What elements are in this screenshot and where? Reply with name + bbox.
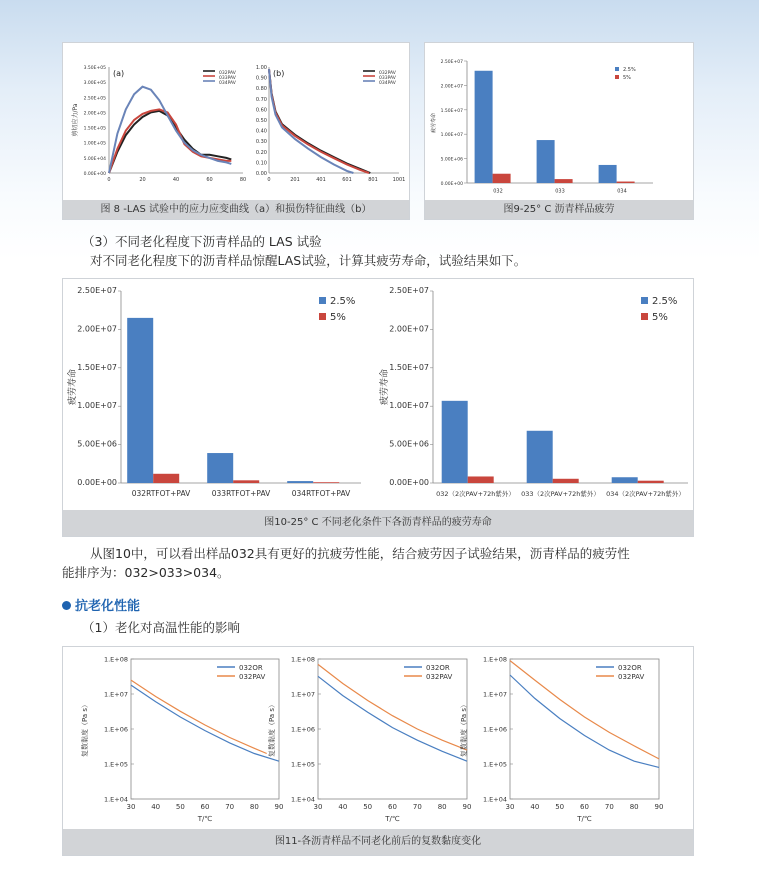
conclusion-line2: 能排序为：032>033>034。	[62, 565, 230, 580]
fig11-chart2-xlabel: T/℃	[385, 815, 400, 823]
fig10-right-legend-label: 5%	[652, 312, 668, 323]
fig11-chart3-ytick-label: 1.E+06	[482, 725, 507, 734]
fig10-left-ytick-label: 2.50E+07	[77, 286, 117, 295]
fig9-bar	[617, 182, 635, 183]
fig11-chart2-ytick-label: 1.E+04	[290, 795, 315, 804]
fig11-chart3-xtick-label: 80	[629, 803, 639, 811]
fig9-chart	[425, 43, 693, 219]
fig8b-legend-label: 033PAV	[379, 76, 396, 81]
fig10-left-legend-swatch	[319, 297, 326, 304]
fig10-left-ytick-label: 0.00E+00	[77, 478, 117, 487]
fig9-caption: 图9-25° C 沥青样品疲劳	[425, 200, 693, 219]
fig11-chart2-series-line	[318, 676, 467, 761]
fig11-chart2-ytick-label: 1.E+08	[290, 655, 315, 664]
fig11-chart3-ytick-label: 1.E+05	[482, 760, 507, 769]
fig8a-legend-label: 032PAV	[219, 71, 236, 76]
aging-subheading: （1）老化对高温性能的影响	[82, 620, 240, 635]
fig8a-ytick-label: 2.00E+05	[83, 111, 106, 117]
fig11-chart2-ytick-label: 1.E+05	[290, 760, 315, 769]
fig8b-ytick-label: 0.20	[255, 149, 267, 156]
fig9-legend-swatch	[615, 67, 619, 71]
section3-title: （3）不同老化程度下沥青样品的 LAS 试验	[82, 234, 322, 249]
fig11-chart1-ytick-label: 1.E+04	[103, 795, 128, 804]
fig8b-ytick-label: 0.70	[255, 96, 267, 103]
fig9-ytick-label: 1.00E+07	[440, 133, 463, 139]
fig11-chart1-xtick-label: 40	[151, 803, 161, 811]
fig8a-ytick-label: 3.00E+05	[83, 81, 106, 87]
fig11-chart2-xtick-label: 40	[338, 803, 348, 811]
fig10-right-ytick-label: 2.00E+07	[389, 324, 429, 334]
fig9-legend-label: 5%	[623, 75, 631, 81]
fig10-right-category-label: 034（2次PAV+72h紫外）	[606, 490, 685, 498]
fig11-chart2-xtick-label: 90	[462, 803, 472, 811]
fig11-chart1-legend-label: 032OR	[239, 664, 263, 672]
fig10-right-ytick-label: 1.50E+07	[389, 362, 429, 372]
fig11-chart1-xtick-label: 30	[126, 803, 136, 811]
fig10-left-bar	[127, 318, 153, 483]
conclusion-line1: 从图10中，可以看出样品032具有更好的抗疲劳性能，结合疲劳因子试验结果，沥青样品的疲劳性	[90, 546, 630, 561]
fig9-category-label: 033	[555, 188, 565, 195]
fig9-ytick-label: 5.00E+06	[440, 157, 463, 163]
fig10-left-legend-label: 5%	[330, 312, 346, 323]
fig8b-ytick-label: 0.30	[255, 139, 267, 146]
fig11-chart2-xtick-label: 80	[437, 803, 447, 811]
fig10-caption: 图10-25° C 不同老化条件下各沥青样品的疲劳寿命	[63, 510, 693, 536]
fig8b-ytick-label: 0.40	[255, 128, 267, 135]
fig11-chart1-ytick-label: 1.E+08	[103, 655, 128, 664]
fig8a-xtick-label: 80	[239, 177, 247, 183]
fig9-panel	[424, 42, 694, 220]
fig10-right-bar	[442, 401, 468, 483]
fig9-ytick-label: 1.50E+07	[440, 108, 463, 114]
fig11-caption: 图11-各沥青样品不同老化前后的复数黏度变化	[63, 829, 693, 855]
fig10-left-bar	[207, 453, 233, 483]
fig8-charts	[63, 43, 409, 219]
fig8b-legend-label: 034PAV	[379, 81, 396, 86]
fig8a-ytick-label: 3.50E+05	[83, 66, 106, 71]
aging-heading	[62, 595, 140, 614]
section3-body: 对不同老化程度下的沥青样品惊醒LAS试验，计算其疲劳寿命，试验结果如下。	[90, 253, 527, 268]
fig11-chart1-ytick-label: 1.E+07	[103, 690, 128, 699]
fig11-chart1-xtick-label: 70	[225, 803, 235, 811]
fig8a-ylabel: 剪切应力/Pa	[72, 103, 79, 137]
fig10-right-ytick-label: 5.00E+06	[389, 439, 429, 449]
fig8a-xtick-label: 40	[172, 177, 180, 183]
fig11-chart2-legend-label: 032PAV	[426, 673, 453, 681]
fig10-right-ytick-label: 2.50E+07	[389, 286, 429, 295]
fig10-right-legend-swatch	[641, 297, 648, 304]
bullet-icon	[62, 601, 71, 610]
fig11-chart2-ylabel: 复数黏度（Pa s）	[268, 700, 276, 758]
fig11-chart3-legend-label: 032PAV	[618, 673, 645, 681]
fig10-left-ytick-label: 2.00E+07	[77, 324, 117, 334]
fig11-panel	[62, 646, 694, 856]
fig8a-ytick-label: 1.50E+05	[83, 126, 106, 132]
fig11-chart3-series-line	[510, 675, 659, 767]
fig10-left-bar	[287, 481, 313, 483]
fig8a-legend-label: 033PAV	[219, 76, 236, 81]
fig8b-legend-label: 032PAV	[379, 71, 396, 76]
fig8a-xtick-label: 0	[107, 177, 111, 183]
fig11-chart1-xtick-label: 90	[274, 803, 284, 811]
fig10-left-ylabel: 疲劳寿命	[68, 368, 78, 406]
fig10-right-bar	[612, 477, 638, 483]
fig8b-series-line	[269, 69, 353, 173]
fig11-chart2-ytick-label: 1.E+07	[290, 690, 315, 699]
fig8a-panel-label: (a)	[113, 69, 125, 78]
fig10-left-category-label: 033RTFOT+PAV	[211, 489, 271, 498]
fig11-chart1-legend-label: 032PAV	[239, 673, 266, 681]
fig10-left-legend-label: 2.5%	[330, 296, 356, 307]
fig9-bar	[599, 165, 617, 183]
fig8b-xtick-label: 201	[290, 177, 300, 183]
fig8-caption: 图 8 -LAS 试验中的应力应变曲线（a）和损伤特征曲线（b）	[63, 200, 409, 219]
fig8b-ytick-label: 0.50	[255, 118, 267, 124]
fig10-left-bar	[313, 482, 339, 483]
fig9-bar	[475, 71, 493, 183]
fig9-category-label: 034	[617, 188, 627, 195]
fig10-right-legend-swatch	[641, 313, 648, 320]
fig9-legend-swatch	[615, 75, 619, 79]
fig11-chart3-ytick-label: 1.E+08	[482, 655, 507, 664]
fig11-chart2-xtick-label: 70	[412, 803, 422, 811]
fig8-panel	[62, 42, 410, 220]
fig10-right-bar	[527, 431, 553, 483]
fig8b-xtick-label: 401	[316, 177, 326, 183]
fig11-chart2-xtick-label: 60	[388, 803, 397, 811]
fig10-right-ylabel: 疲劳寿命	[380, 368, 390, 406]
fig8b-xtick-label: 1001	[392, 177, 406, 183]
fig9-bar	[555, 179, 573, 183]
fig10-right-category-label: 033（2次PAV+72h紫外）	[521, 490, 600, 498]
fig10-left-category-label: 032RTFOT+PAV	[131, 489, 191, 498]
fig9-legend-label: 2.5%	[623, 67, 636, 73]
fig11-chart3-xtick-label: 90	[654, 803, 664, 811]
fig8b-ytick-label: 0.10	[255, 160, 267, 167]
fig8b-ytick-label: 0.60	[255, 107, 267, 114]
fig8b-panel-label: (b)	[273, 69, 285, 78]
fig11-chart2-xtick-label: 30	[313, 803, 323, 811]
fig11-chart1-xtick-label: 60	[200, 803, 210, 811]
fig10-left-ytick-label: 1.50E+07	[77, 362, 117, 372]
fig10-left-category-label: 034RTFOT+PAV	[291, 489, 351, 498]
fig10-right-category-label: 032（2次PAV+72h紫外）	[436, 490, 515, 498]
fig8b-ytick-label: 0.80	[255, 86, 267, 93]
fig8a-ytick-label: 5.00E+04	[83, 156, 106, 162]
fig10-left-ytick-label: 1.00E+07	[77, 401, 117, 411]
fig8a-ytick-label: 2.50E+05	[83, 96, 106, 102]
fig10-right-legend-label: 2.5%	[652, 296, 678, 307]
fig11-charts	[63, 647, 693, 855]
fig11-chart3-xtick-label: 50	[555, 803, 565, 811]
fig10-right-ytick-label: 1.00E+07	[389, 401, 429, 411]
fig8a-ytick-label: 0.00E+00	[83, 172, 106, 177]
fig8b-xtick-label: 601	[342, 177, 352, 183]
aging-heading-text: 抗老化性能	[75, 599, 141, 614]
fig11-chart1-xtick-label: 80	[249, 803, 259, 811]
fig11-chart3-xtick-label: 40	[530, 803, 540, 811]
fig9-bar	[537, 140, 555, 183]
fig10-panel	[62, 278, 694, 537]
fig11-chart3-xlabel: T/℃	[577, 815, 592, 823]
fig10-left-bar	[233, 480, 259, 483]
fig9-ytick-label: 2.50E+07	[440, 60, 463, 65]
fig11-chart1-xlabel: T/℃	[197, 815, 213, 823]
fig9-category-label: 032	[493, 188, 503, 195]
fig11-chart2-xtick-label: 50	[363, 803, 373, 811]
fig11-chart1-ylabel: 复数黏度（Pa s）	[81, 700, 89, 758]
fig11-chart3-legend-label: 032OR	[618, 664, 642, 672]
fig9-ytick-label: 0.00E+00	[440, 182, 463, 187]
fig10-left-ytick-label: 5.00E+06	[77, 439, 117, 449]
fig8a-ytick-label: 1.00E+05	[83, 141, 106, 147]
fig8b-xtick-label: 801	[368, 177, 378, 183]
fig11-chart2-ytick-label: 1.E+06	[290, 725, 315, 734]
fig11-chart2-legend-label: 032OR	[426, 664, 450, 672]
fig9-bar	[493, 174, 511, 183]
fig11-chart1-xtick-label: 50	[175, 803, 185, 811]
fig10-charts	[63, 279, 693, 536]
fig8b-ytick-label: 0.90	[255, 75, 267, 82]
fig10-right-bar	[468, 476, 494, 483]
fig11-chart3-ylabel: 复数黏度（Pa s）	[460, 700, 468, 758]
fig11-chart3-xtick-label: 60	[580, 803, 589, 811]
fig10-right-bar	[553, 479, 579, 483]
fig9-ytick-label: 2.00E+07	[440, 84, 463, 90]
fig9-ylabel: 疲劳寿命	[431, 112, 437, 134]
fig8b-xtick-label: 0	[267, 177, 271, 183]
fig11-chart1-ytick-label: 1.E+06	[103, 725, 128, 734]
fig8b-ytick-label: 1.00	[255, 65, 267, 71]
fig11-chart3-xtick-label: 70	[604, 803, 614, 811]
fig11-chart3-ytick-label: 1.E+07	[482, 690, 507, 699]
fig11-chart3-ytick-label: 1.E+04	[482, 795, 507, 804]
fig11-chart1-ytick-label: 1.E+05	[103, 760, 128, 769]
fig10-right-bar	[638, 481, 664, 483]
fig10-left-bar	[153, 474, 179, 483]
fig8a-xtick-label: 60	[206, 177, 213, 183]
fig10-right-ytick-label: 0.00E+00	[389, 478, 429, 487]
fig8b-series-line	[269, 69, 369, 173]
fig8b-ytick-label: 0.00	[255, 171, 267, 177]
fig11-chart1-series-line	[131, 680, 267, 753]
fig8a-xtick-label: 20	[139, 177, 146, 183]
fig11-chart3-xtick-label: 30	[505, 803, 515, 811]
fig8a-legend-label: 034PAV	[219, 81, 236, 86]
fig10-left-legend-swatch	[319, 313, 326, 320]
